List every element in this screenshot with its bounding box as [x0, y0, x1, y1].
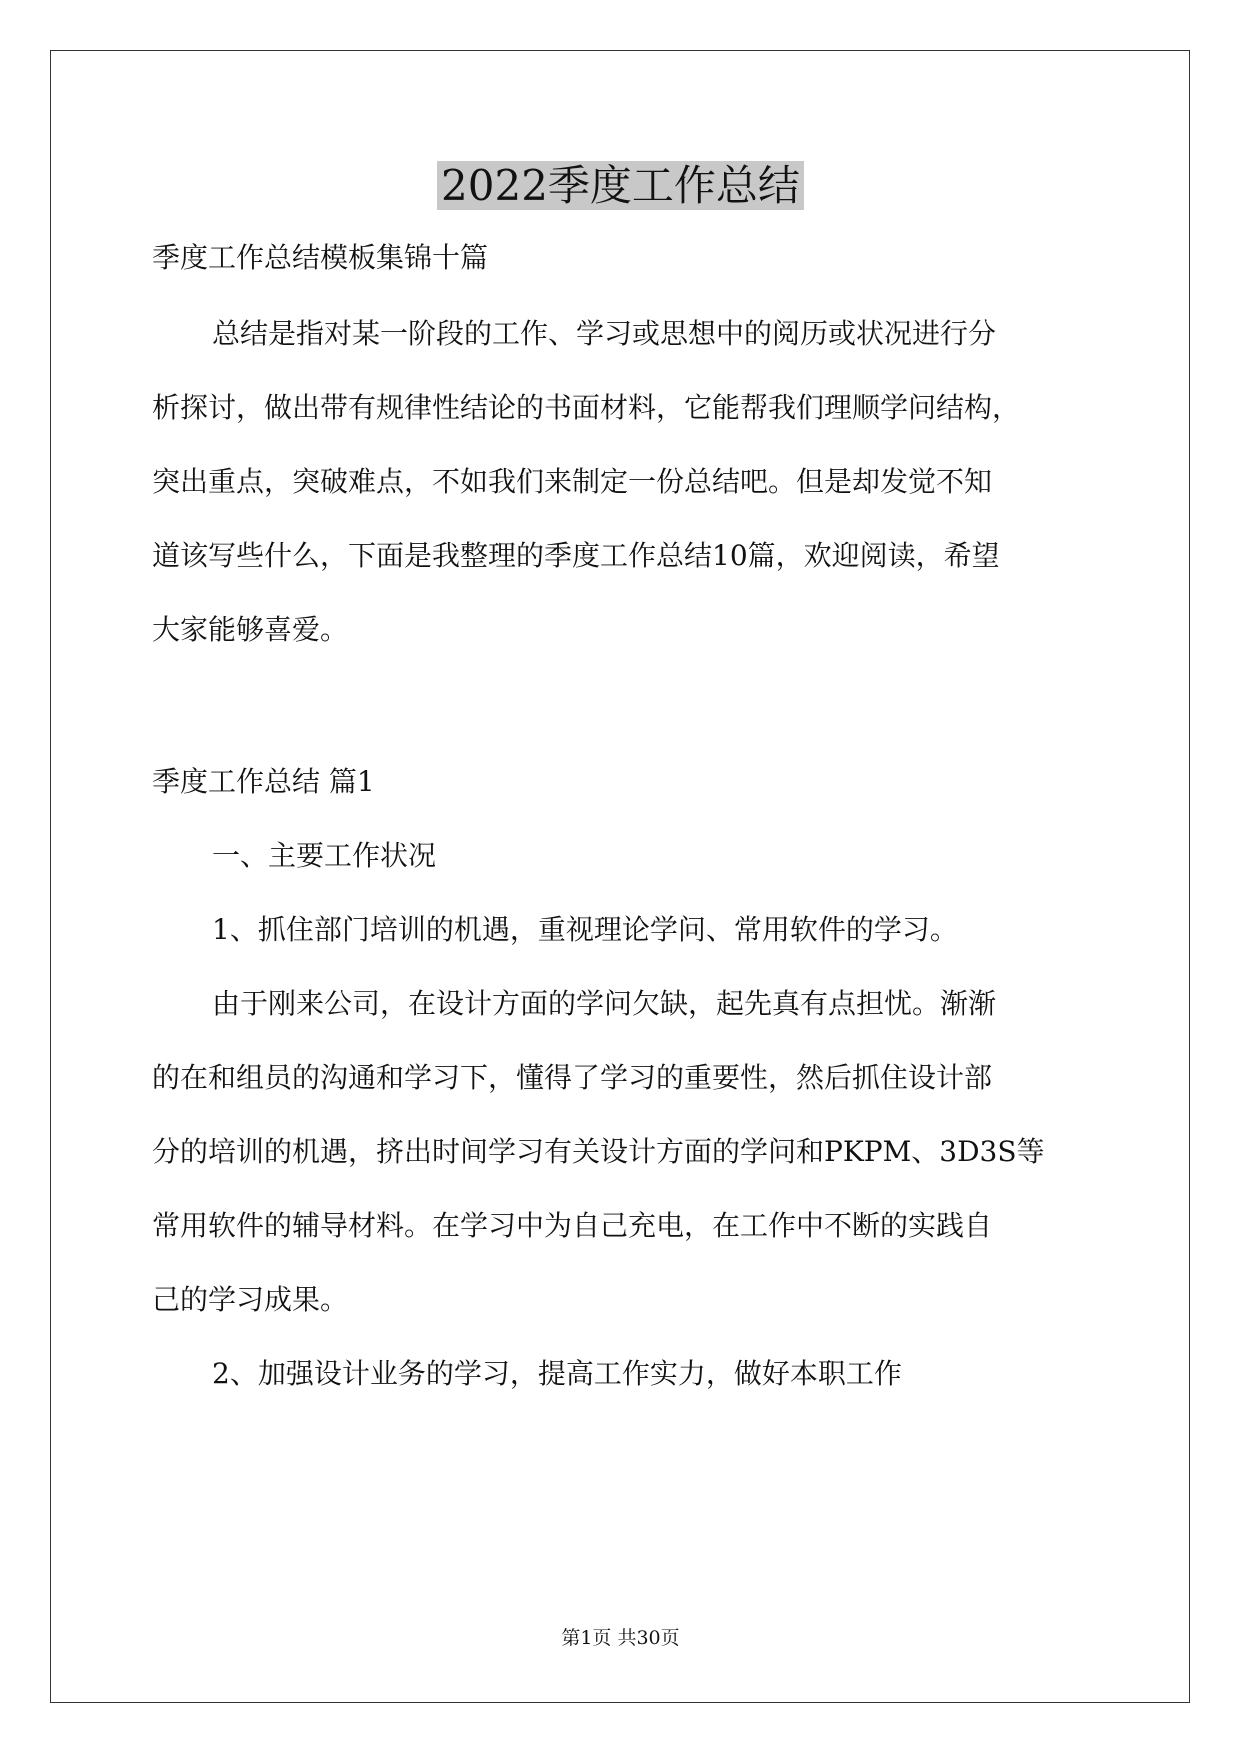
document-subtitle: 季度工作总结模板集锦十篇	[152, 241, 489, 274]
part-heading: 一、主要工作状况	[212, 839, 437, 872]
item1-line: 己的学习成果。	[152, 1283, 349, 1316]
item1-line: 分的培训的机遇，挤出时间学习有关设计方面的学问和PKPM、3D3S等	[152, 1135, 1045, 1168]
document-title	[0, 158, 1241, 214]
document-title-text: 2022季度工作总结	[437, 161, 804, 210]
intro-line: 道该写些什么，下面是我整理的季度工作总结10篇，欢迎阅读，希望	[152, 539, 1000, 572]
section-heading: 季度工作总结 篇1	[152, 765, 375, 798]
page-footer: 第1页 共30页	[561, 1627, 680, 1649]
item1-line: 的在和组员的沟通和学习下，懂得了学习的重要性，然后抓住设计部	[152, 1061, 993, 1094]
intro-line: 突出重点，突破难点，不如我们来制定一份总结吧。但是却发觉不知	[152, 465, 993, 498]
item2-heading: 2、加强设计业务的学习，提高工作实力，做好本职工作	[212, 1357, 902, 1390]
intro-line: 大家能够喜爱。	[152, 613, 349, 646]
page-border	[50, 50, 1190, 1703]
item1-heading: 1、抓住部门培训的机遇，重视理论学问、常用软件的学习。	[212, 913, 958, 946]
item1-line: 由于刚来公司，在设计方面的学问欠缺，起先真有点担忧。渐渐	[212, 987, 997, 1020]
intro-line: 总结是指对某一阶段的工作、学习或思想中的阅历或状况进行分	[212, 317, 997, 350]
item1-line: 常用软件的辅导材料。在学习中为自己充电，在工作中不断的实践自	[152, 1209, 993, 1242]
intro-line: 析探讨，做出带有规律性结论的书面材料，它能帮我们理顺学问结构，	[152, 391, 1021, 424]
